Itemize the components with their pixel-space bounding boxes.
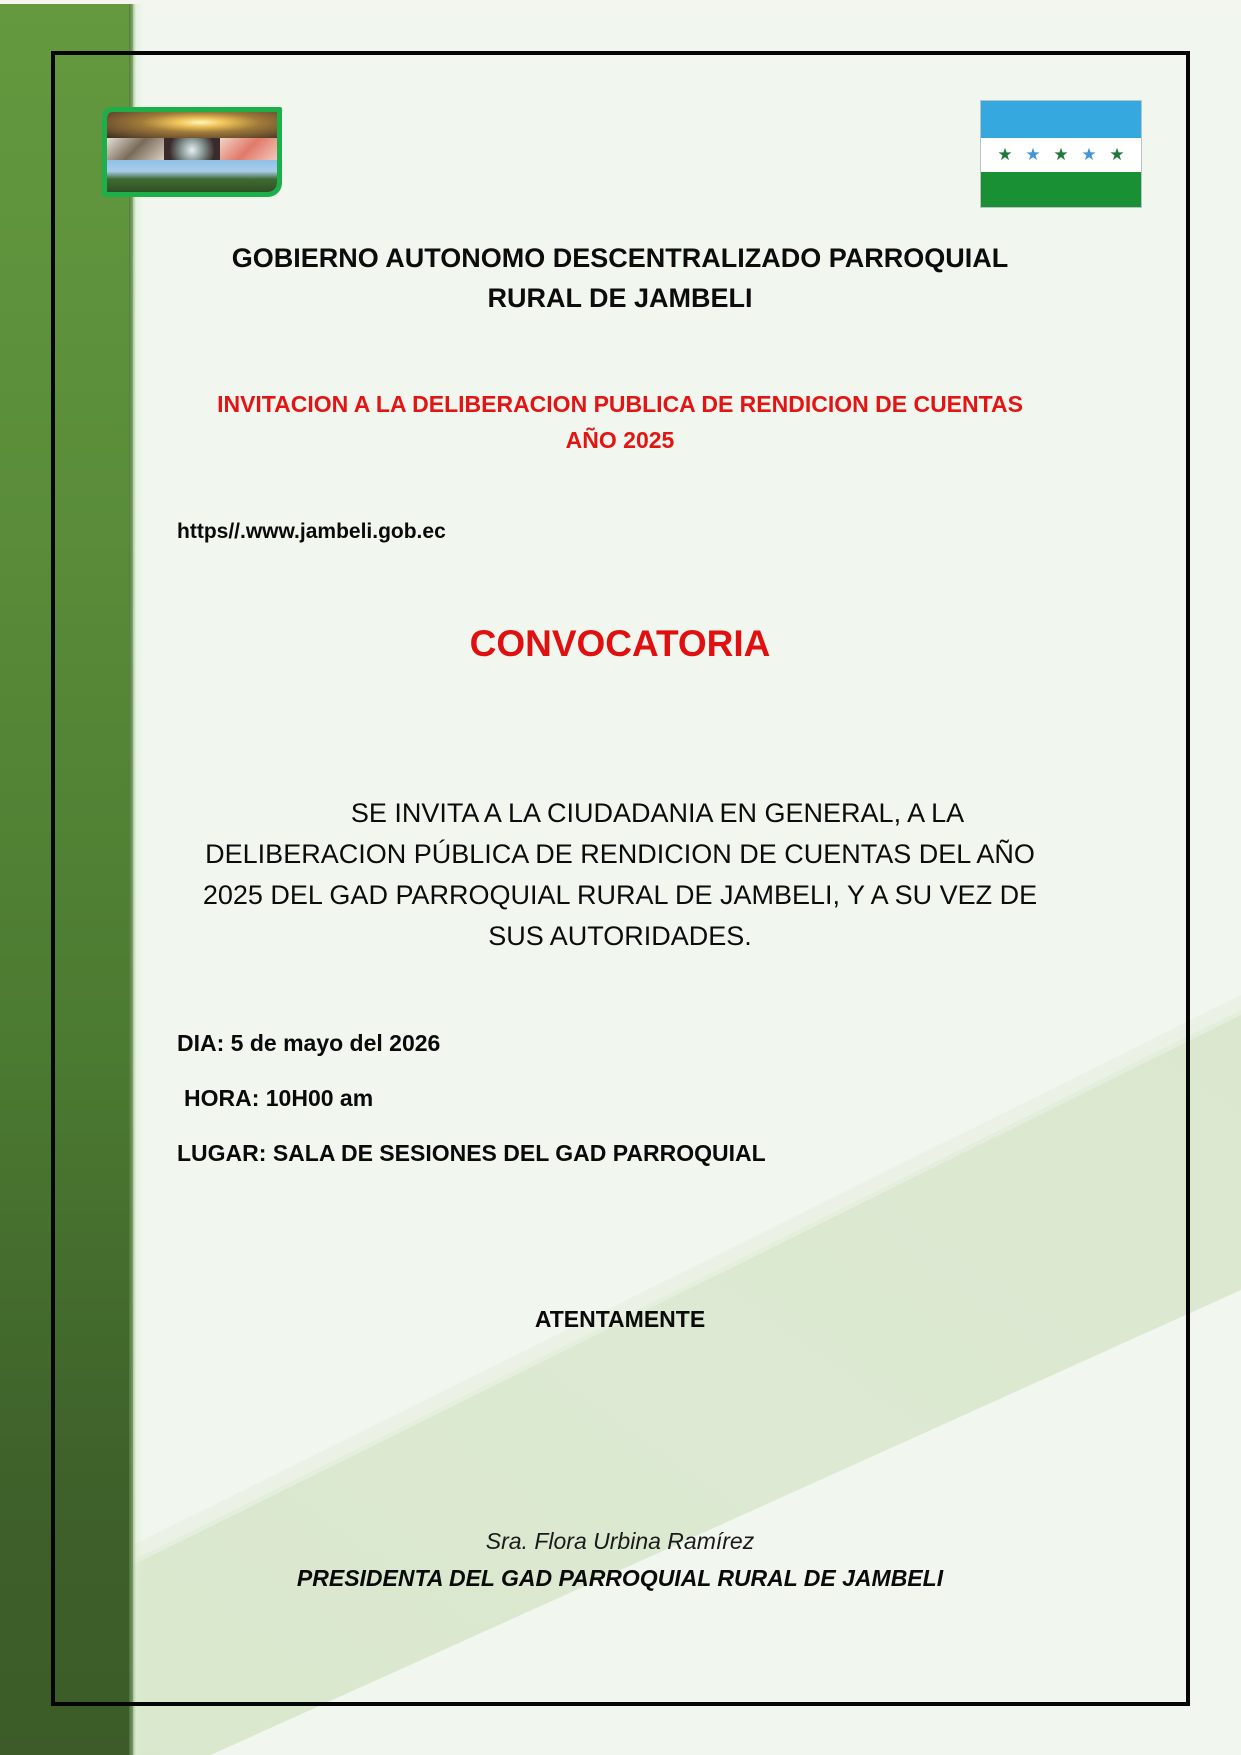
event-location: LUGAR: SALA DE SESIONES DEL GAD PARROQUIAL bbox=[177, 1140, 766, 1166]
logo-sunset-image bbox=[107, 112, 277, 138]
invitation-heading-line-2: AÑO 2025 bbox=[565, 427, 675, 453]
organization-title bbox=[140, 238, 1100, 318]
parish-logo bbox=[102, 107, 282, 197]
logo-photo-1 bbox=[107, 138, 164, 160]
star-icon: ★ bbox=[1109, 144, 1125, 165]
star-icon: ★ bbox=[1025, 144, 1041, 165]
logo-lake-image bbox=[107, 160, 277, 192]
signatory-role: PRESIDENTA DEL GAD PARROQUIAL RURAL DE JAMBELI bbox=[296, 1565, 944, 1591]
star-icon: ★ bbox=[997, 144, 1013, 165]
website-link[interactable]: https//.www.jambeli.gob.ec bbox=[177, 520, 446, 543]
convocatoria-heading: CONVOCATORIA bbox=[469, 623, 771, 664]
invitation-heading-line-1: INVITACION A LA DELIBERACION PUBLICA DE RENDICION DE CUENTAS bbox=[217, 391, 1023, 417]
body-line-1 bbox=[170, 793, 1070, 834]
flag-stars bbox=[981, 138, 1141, 172]
logo-photo-3 bbox=[220, 138, 277, 160]
event-time: HORA: 10H00 am bbox=[184, 1085, 374, 1111]
logo-photo-2 bbox=[164, 138, 221, 160]
page-top-margin bbox=[0, 0, 1241, 4]
body-line-1-text: SE INVITA A LA CIUDADANIA EN GENERAL, A LA bbox=[350, 798, 965, 828]
body-line-2: DELIBERACION PÚBLICA DE RENDICION DE CUENTAS DEL AÑO bbox=[205, 839, 1035, 869]
parish-flag bbox=[980, 100, 1142, 208]
event-date: DIA: 5 de mayo del 2026 bbox=[177, 1030, 441, 1056]
invitation-heading bbox=[140, 386, 1100, 458]
organization-title-line-2: RURAL DE JAMBELI bbox=[487, 283, 753, 313]
flag-blue-stripe bbox=[981, 101, 1141, 138]
star-icon: ★ bbox=[1081, 144, 1097, 165]
body-line-3: 2025 DEL GAD PARROQUIAL RURAL DE JAMBELI, Y A SU VEZ DE bbox=[202, 880, 1038, 910]
invitation-body bbox=[170, 793, 1070, 957]
body-line-4: SUS AUTORIDADES. bbox=[488, 921, 752, 951]
logo-photo-strip bbox=[107, 138, 277, 160]
flag-green-stripe bbox=[981, 172, 1141, 207]
closing-salutation: ATENTAMENTE bbox=[534, 1306, 706, 1332]
organization-title-line-1: GOBIERNO AUTONOMO DESCENTRALIZADO PARROQUIAL bbox=[231, 243, 1009, 273]
star-icon: ★ bbox=[1053, 144, 1069, 165]
signatory-name: Sra. Flora Urbina Ramírez bbox=[485, 1528, 755, 1554]
